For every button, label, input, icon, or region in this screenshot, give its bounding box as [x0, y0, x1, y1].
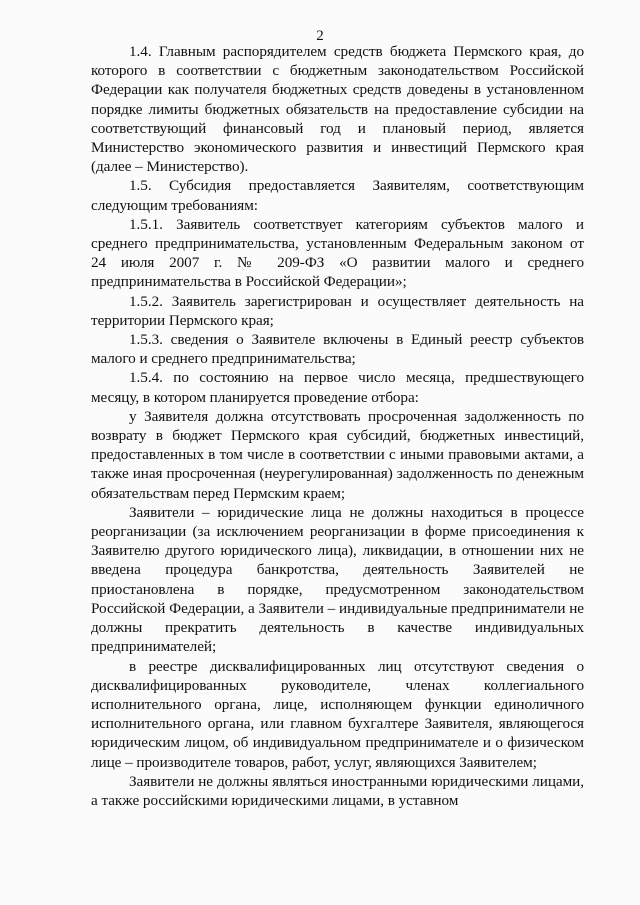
paragraph-1-5-2: 1.5.2. Заявитель зарегистрирован и осуществляет деятельность на территории Пермского края; [91, 292, 584, 329]
paragraph-foreign-entity-requirement: Заявители не должны являться иностранными юридическими лицами, а также российскими юридическими лицами, в уставном [91, 772, 584, 809]
page-number: 2 [316, 28, 324, 44]
paragraph-1-5-3: 1.5.3. сведения о Заявителе включены в Единый реестр субъектов малого и среднего предпринимательства; [91, 331, 584, 368]
paragraph-disqualified-persons-requirement: в реестре дисквалифицированных лиц отсутствуют сведения о дисквалифицированных руководителе, членах коллегиального исполнительного органа, лице, исполняющем функции единоличного исполнительного органа, или главном бухгалтере Заявителя, являющегося юридическим лицом, об индивидуальном предпринимателе и о физическом лице – производителе товаров, работ, услуг, являющихся Заявителем; [91, 657, 584, 771]
document-body [91, 42, 584, 810]
paragraph-1-5: 1.5. Субсидия предоставляется Заявителям, соответствующим следующим требованиям: [91, 177, 584, 214]
paragraph-reorganization-requirement: Заявители – юридические лица не должны находиться в процессе реорганизации (за исключением реорганизации в форме присоединения к Заявителю другого юридического лица), ликвидации, в отношении них не введена процедура банкротства, деятельность Заявителей не приостановлена в порядке, предусмотренном законодательством Российской Федерации, а Заявители – индивидуальные предприниматели не должны прекратить деятельность в качестве индивидуальных предпринимателей; [91, 503, 584, 656]
paragraph-debt-requirement: у Заявителя должна отсутствовать просроченная задолженность по возврату в бюджет Пермского края субсидий, бюджетных инвестиций, предоставленных в том числе в соответствии с иными правовыми актами, а также иная просроченная (неурегулированная) задолженность по денежным обязательствам перед Пермским краем; [91, 407, 584, 502]
paragraph-1-5-4: 1.5.4. по состоянию на первое число месяца, предшествующего месяцу, в котором планируется проведение отбора: [91, 369, 584, 406]
paragraph-1-4: 1.4. Главным распорядителем средств бюджета Пермского края, до которого в соответствии с бюджетным законодательством Российской Федерации как получателя бюджетных средств доведены в установленном порядке лимиты бюджетных обязательств на предоставление субсидии на соответствующий финансовый год и плановый период, является Министерство экономического развития и инвестиций Пермского края (далее – Министерство). [91, 43, 584, 176]
paragraph-1-5-1: 1.5.1. Заявитель соответствует категориям субъектов малого и среднего предпринимательства, установленным Федеральным законом от 24 июля 2007 г. № 209-ФЗ «О развитии малого и среднего предпринимательства в Российской Федерации»; [91, 215, 584, 291]
